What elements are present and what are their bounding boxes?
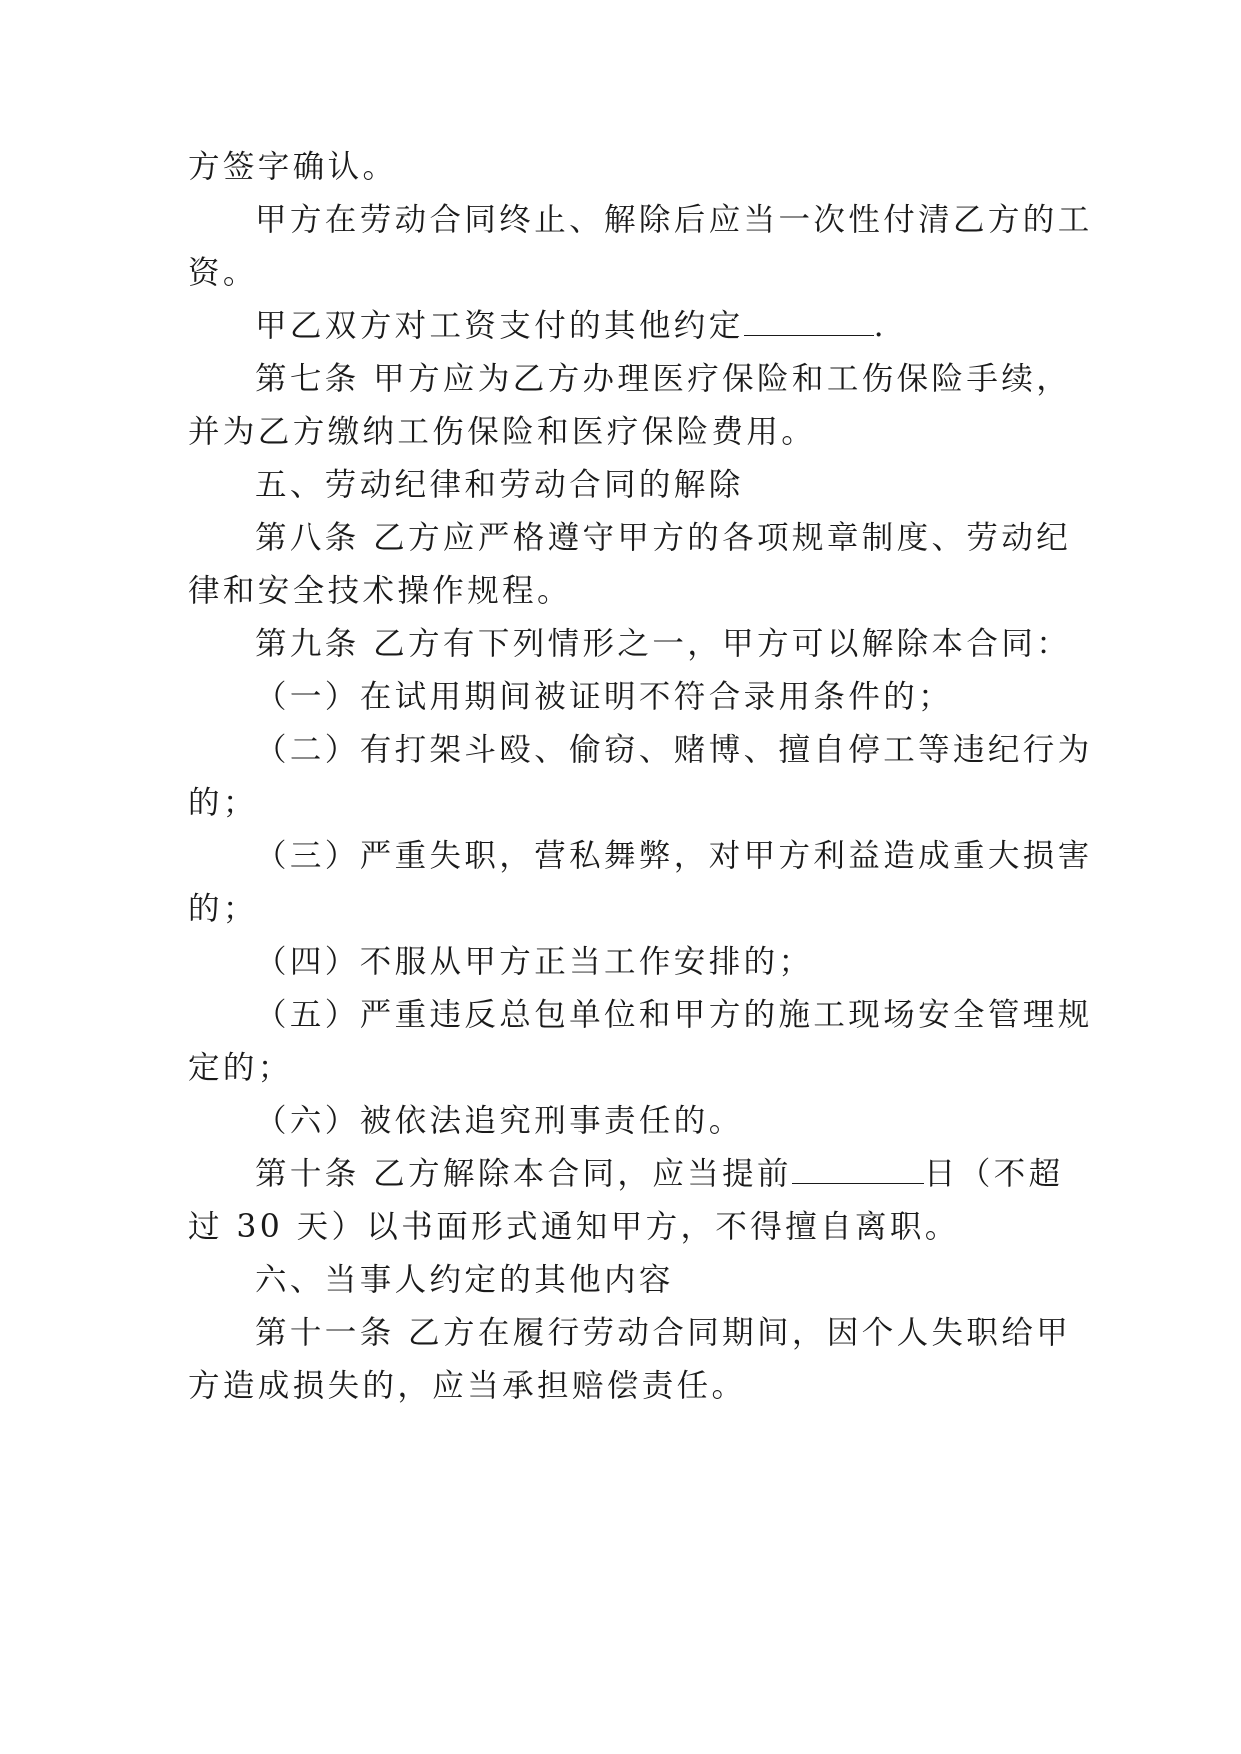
text-line xyxy=(188,1048,1058,1088)
text-span: 方造成损失的，应当承担赔偿责任。 xyxy=(188,1368,747,1404)
text-span: 五、劳动纪律和劳动合同的解除 xyxy=(255,467,744,503)
list-item xyxy=(255,836,1125,876)
list-item xyxy=(255,995,1125,1035)
text-span: 甲方在劳动合同终止、解除后应当一次性付清乙方的工 xyxy=(255,202,1093,238)
text-span: 定的； xyxy=(188,1050,293,1086)
text-span: 日（不超 xyxy=(923,1156,1064,1192)
fill-in-blank xyxy=(792,1157,924,1184)
text-span: （六）被依法追究刑事责任的。 xyxy=(255,1103,744,1139)
section-heading xyxy=(255,1260,1125,1300)
text-span: （一）在试用期间被证明不符合录用条件的； xyxy=(255,679,954,715)
text-span: 第九条 乙方有下列情形之一，甲方可以解除本合同： xyxy=(255,626,1072,662)
fill-in-blank xyxy=(744,309,874,336)
text-span: 第七条 甲方应为乙方办理医疗保险和工伤保险手续， xyxy=(255,361,1072,397)
text-line xyxy=(188,1366,1058,1406)
text-line xyxy=(188,889,1058,929)
text-span: 的； xyxy=(188,891,258,927)
list-item xyxy=(255,942,1125,982)
text-line xyxy=(255,624,1125,664)
text-span: 律和安全技术操作规程。 xyxy=(188,573,572,609)
text-line xyxy=(255,518,1125,558)
text-span: （四）不服从甲方正当工作安排的； xyxy=(255,944,814,980)
section-heading xyxy=(255,465,1125,505)
text-span: 过 30 天）以书面形式通知甲方，不得擅自离职。 xyxy=(188,1209,960,1245)
text-span: . xyxy=(873,308,888,344)
text-span: 方签字确认。 xyxy=(188,149,398,185)
list-item xyxy=(255,1101,1125,1141)
text-line xyxy=(188,1207,1058,1247)
text-line xyxy=(255,200,1125,240)
list-item xyxy=(255,730,1125,770)
text-span: 第八条 乙方应严格遵守甲方的各项规章制度、劳动纪 xyxy=(255,520,1072,556)
list-item xyxy=(255,677,1125,717)
text-line xyxy=(255,1313,1125,1353)
text-span: 甲乙双方对工资支付的其他约定 xyxy=(255,308,744,344)
text-span: （三）严重失职，营私舞弊，对甲方利益造成重大损害 xyxy=(255,838,1093,874)
text-line xyxy=(188,412,1058,452)
text-span: 第十一条 乙方在履行劳动合同期间，因个人失职给甲 xyxy=(255,1315,1072,1351)
text-line xyxy=(188,783,1058,823)
text-span: 资。 xyxy=(188,255,258,291)
text-line xyxy=(188,147,1058,187)
text-span: 的； xyxy=(188,785,258,821)
text-span: （五）严重违反总包单位和甲方的施工现场安全管理规 xyxy=(255,997,1093,1033)
text-span: 第十条 乙方解除本合同，应当提前 xyxy=(255,1156,792,1192)
text-line xyxy=(188,253,1058,293)
text-line xyxy=(255,359,1125,399)
text-line xyxy=(188,571,1058,611)
text-span: （二）有打架斗殴、偷窃、赌博、擅自停工等违纪行为 xyxy=(255,732,1093,768)
text-span: 并为乙方缴纳工伤保险和医疗保险费用。 xyxy=(188,414,817,450)
text-line xyxy=(255,1154,1125,1194)
text-span: 六、当事人约定的其他内容 xyxy=(255,1262,674,1298)
text-line xyxy=(255,306,1125,346)
